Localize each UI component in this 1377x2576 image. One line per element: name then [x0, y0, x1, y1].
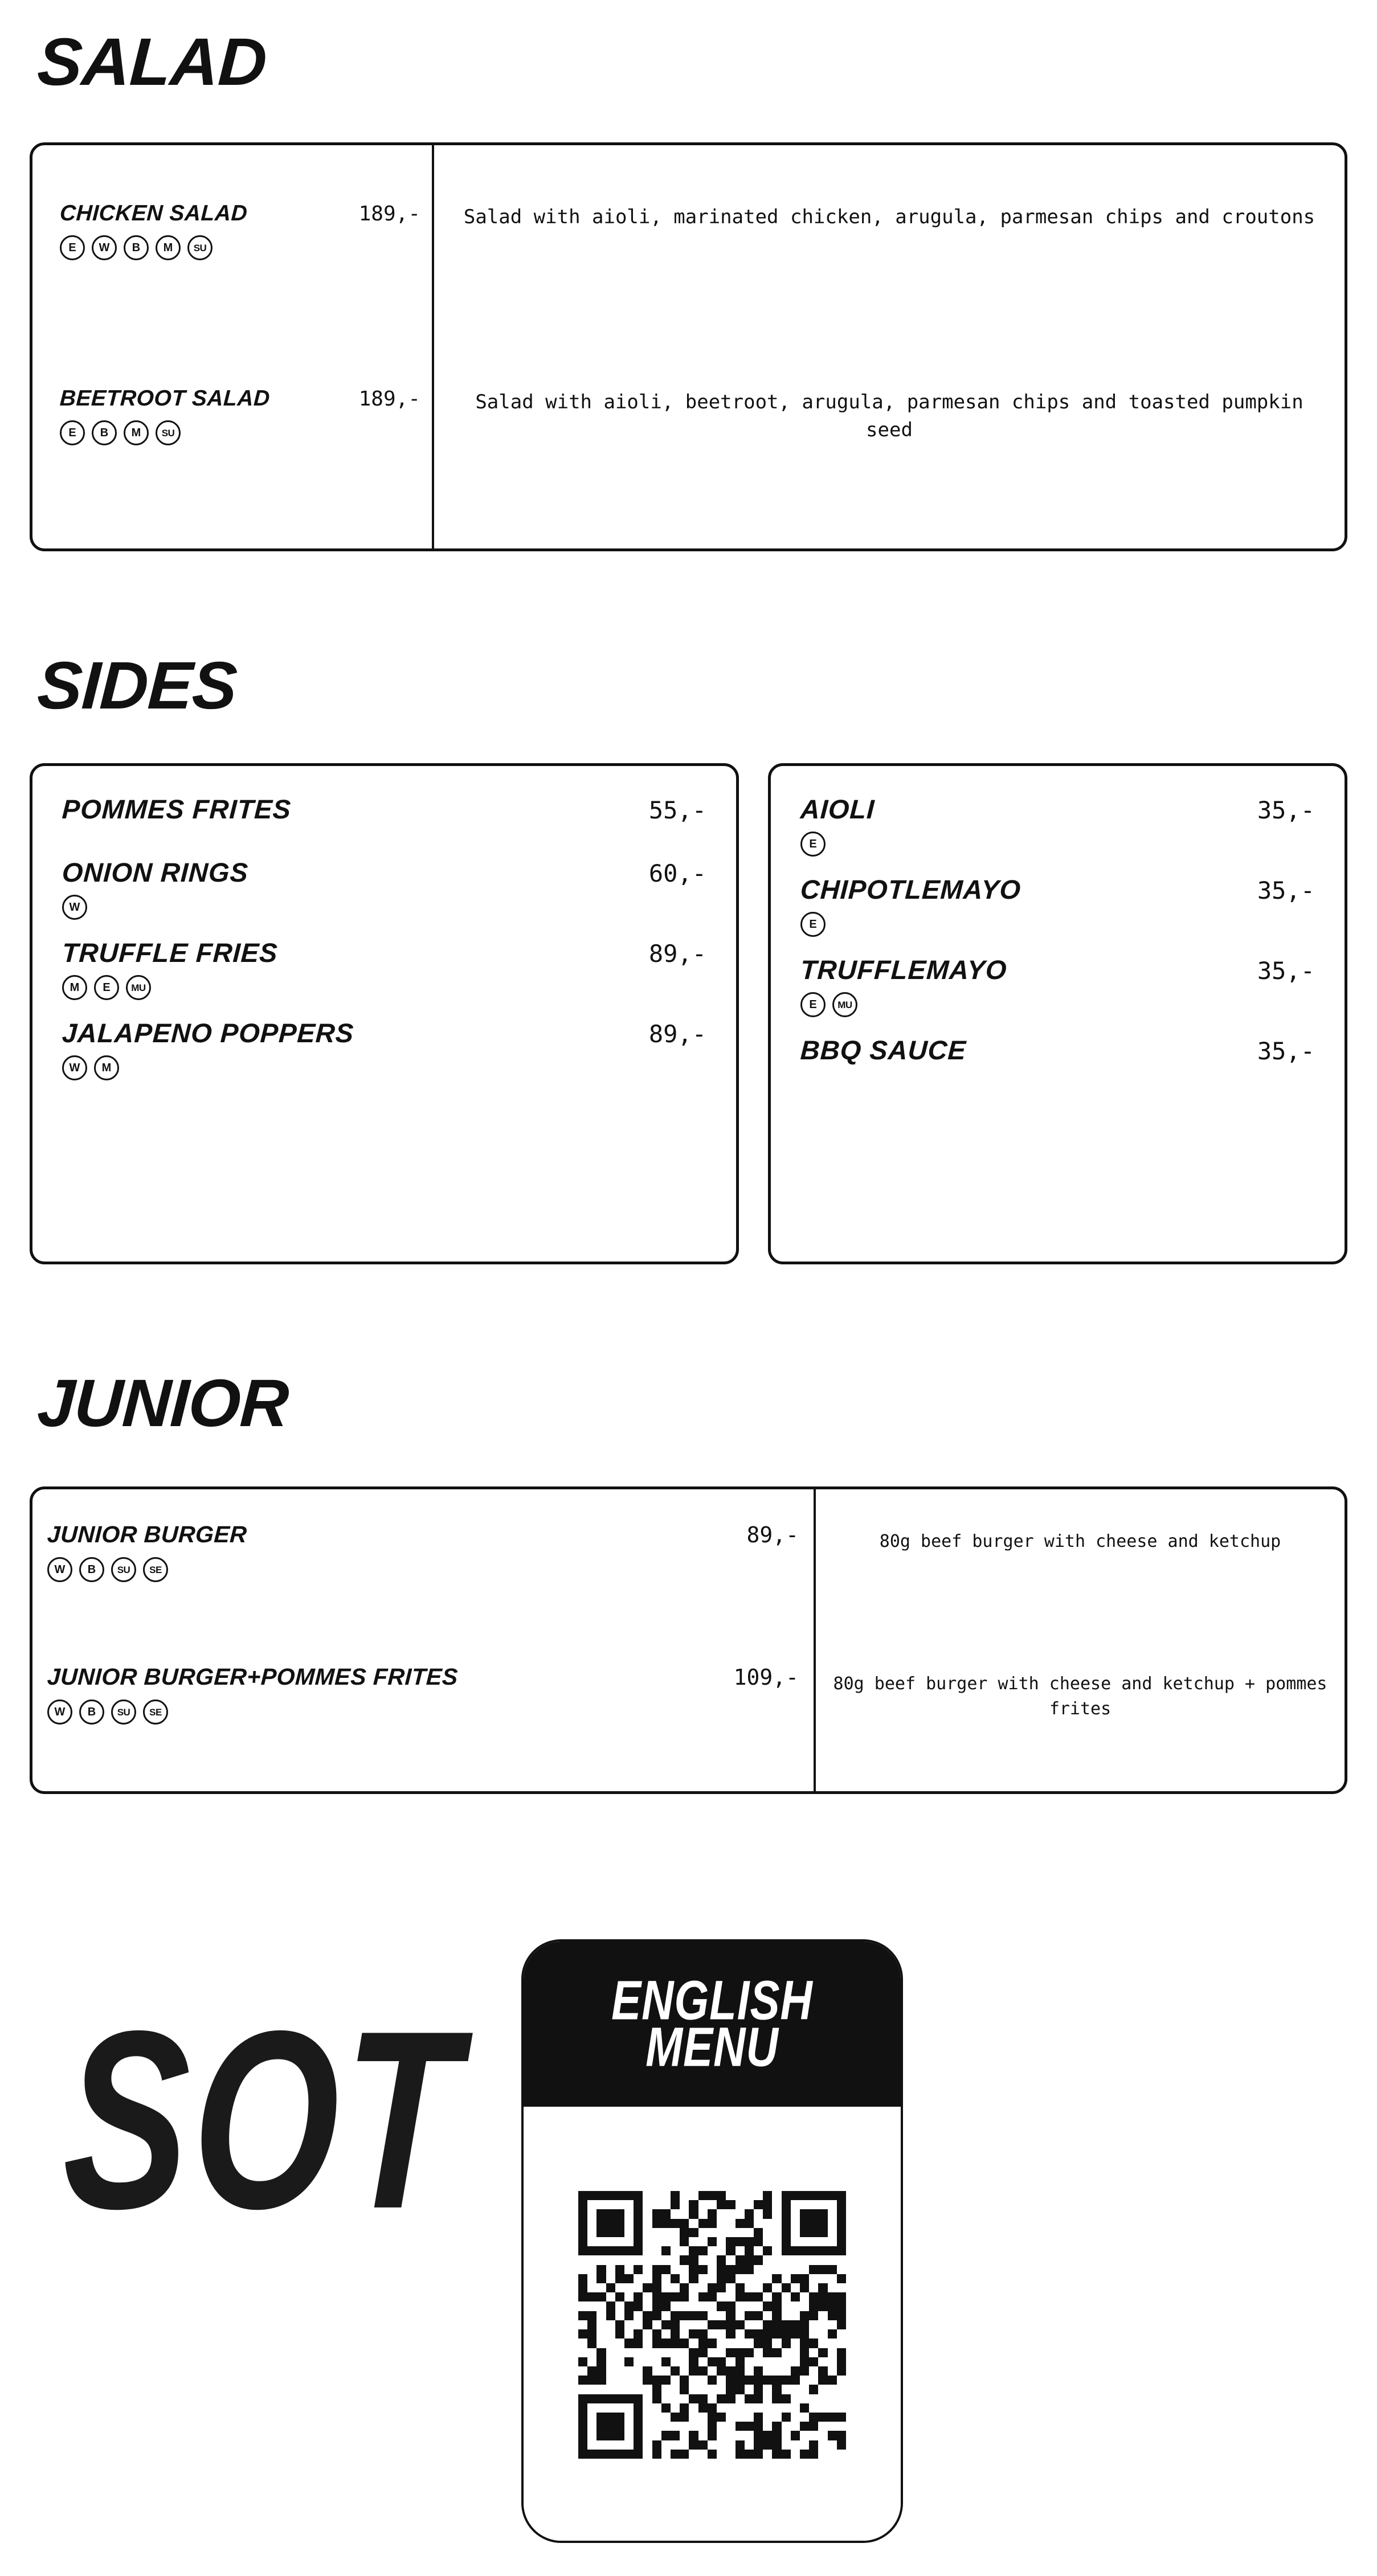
menu-item-description: 80g beef burger with cheese and ketchup + pommes frites	[833, 1674, 1327, 1719]
allergen-list	[62, 895, 706, 920]
menu-item-price: 89,-	[648, 940, 706, 968]
allergen-badge: SU	[111, 1699, 136, 1725]
menu-item-name: AIOLI	[799, 794, 876, 824]
allergen-badge: W	[47, 1557, 72, 1582]
allergen-badge: B	[124, 235, 149, 260]
allergen-badge: MU	[126, 975, 151, 1000]
salad-items-column	[32, 145, 434, 548]
allergen-badge: SU	[187, 235, 213, 260]
allergen-badge: M	[124, 420, 149, 445]
menu-item-aioli[interactable]	[800, 793, 1315, 857]
menu-item-chipotlemayo[interactable]	[800, 874, 1315, 937]
allergen-list	[47, 1557, 799, 1582]
menu-item-header	[62, 937, 706, 968]
allergen-badge: E	[800, 992, 826, 1017]
menu-item-header	[60, 386, 420, 411]
menu-item-name: ONION RINGS	[61, 857, 250, 887]
menu-item-name: POMMES FRITES	[61, 794, 292, 824]
sides-left-card	[30, 763, 739, 1264]
qr-code-icon[interactable]	[578, 2191, 846, 2459]
allergen-badge: E	[800, 912, 826, 937]
junior-items-column	[32, 1489, 816, 1791]
menu-item-price: 89,-	[648, 1020, 706, 1048]
section-title-salad: SALAD	[35, 24, 268, 100]
menu-item-name: JALAPENO POPPERS	[61, 1018, 355, 1048]
allergen-badge: B	[79, 1557, 104, 1582]
allergen-list	[60, 420, 420, 445]
menu-item-description: Salad with aioli, beetroot, arugula, parmesan chips and toasted pumpkin seed	[475, 391, 1304, 442]
allergen-badge: SE	[143, 1557, 168, 1582]
allergen-badge: W	[62, 895, 87, 920]
allergen-list	[62, 975, 706, 1000]
menu-item-name: BBQ SAUCE	[799, 1035, 967, 1065]
menu-item-header	[800, 793, 1315, 825]
qr-panel-body	[524, 2107, 901, 2543]
menu-item-truffle-fries[interactable]	[62, 937, 706, 1000]
allergen-badge: E	[800, 832, 826, 857]
menu-item-jalapeno-poppers[interactable]	[62, 1017, 706, 1080]
salad-descriptions-column	[434, 145, 1345, 548]
menu-item-header	[62, 857, 706, 888]
allergen-badge: B	[79, 1699, 104, 1725]
allergen-list	[800, 832, 1315, 857]
section-title-sides: SIDES	[35, 648, 239, 723]
menu-item-name: CHICKEN SALAD	[59, 201, 248, 226]
menu-item-header	[62, 793, 706, 825]
allergen-badge: E	[60, 420, 85, 445]
allergen-badge: E	[94, 975, 119, 1000]
allergen-badge: E	[60, 235, 85, 260]
junior-card	[30, 1486, 1347, 1794]
menu-item-pommes-frites[interactable]	[62, 793, 706, 825]
menu-item-price: 35,-	[1257, 957, 1315, 985]
allergen-list	[62, 1055, 706, 1080]
menu-item-name: CHIPOTLEMAYO	[799, 874, 1022, 904]
menu-item-price: 35,-	[1257, 877, 1315, 904]
allergen-badge: B	[92, 420, 117, 445]
allergen-badge: SE	[143, 1699, 168, 1725]
menu-item-price: 89,-	[746, 1522, 799, 1547]
qr-panel-header	[524, 1942, 901, 2107]
allergen-badge: W	[62, 1055, 87, 1080]
menu-item-price: 189,-	[358, 202, 420, 226]
menu-item-name: JUNIOR BURGER+POMMES FRITES	[46, 1664, 459, 1690]
menu-item-header	[47, 1521, 799, 1548]
menu-item-header	[800, 874, 1315, 905]
allergen-badge: SU	[156, 420, 181, 445]
menu-item-header	[47, 1664, 799, 1690]
allergen-badge: MU	[832, 992, 857, 1017]
menu-item-name: JUNIOR BURGER	[46, 1521, 248, 1547]
menu-item-price: 60,-	[648, 859, 706, 887]
menu-item-name: TRUFFLEMAYO	[799, 955, 1008, 985]
menu-item-description: 80g beef burger with cheese and ketchup	[879, 1531, 1281, 1551]
menu-item-description: Salad with aioli, marinated chicken, arugula, parmesan chips and croutons	[463, 206, 1315, 228]
menu-item-header	[62, 1017, 706, 1049]
allergen-badge: SU	[111, 1557, 136, 1582]
menu-item-bbq-sauce[interactable]	[800, 1034, 1315, 1066]
menu-item-price: 55,-	[648, 796, 706, 824]
menu-item-header	[800, 1034, 1315, 1066]
qr-panel[interactable]	[521, 1939, 903, 2543]
menu-item-beetroot-salad[interactable]	[32, 363, 432, 548]
junior-descriptions-column	[816, 1489, 1345, 1791]
menu-item-price: 109,-	[733, 1665, 799, 1690]
salad-card	[30, 142, 1347, 551]
allergen-list	[47, 1699, 799, 1725]
menu-item-header	[60, 201, 420, 226]
menu-item-junior-burger-pommes-frites[interactable]	[47, 1648, 799, 1790]
allergen-badge: M	[156, 235, 181, 260]
allergen-list	[800, 912, 1315, 937]
allergen-list	[60, 235, 420, 260]
section-title-junior: JUNIOR	[35, 1366, 291, 1441]
allergen-badge: M	[62, 975, 87, 1000]
allergen-badge: M	[94, 1055, 119, 1080]
menu-item-header	[800, 954, 1315, 985]
qr-header-line-2: MENU	[645, 2015, 779, 2078]
allergen-badge: W	[47, 1699, 72, 1725]
allergen-badge: W	[92, 235, 117, 260]
menu-item-price: 189,-	[358, 387, 420, 411]
sides-right-card	[768, 763, 1347, 1264]
menu-item-chicken-salad[interactable]	[32, 178, 432, 363]
menu-item-price: 35,-	[1257, 796, 1315, 824]
qr-header-line-1: ENGLISH	[611, 1968, 813, 2032]
menu-item-onion-rings[interactable]	[62, 857, 706, 920]
allergen-list	[800, 992, 1315, 1017]
menu-item-name: TRUFFLE FRIES	[61, 937, 279, 968]
menu-item-trufflemayo[interactable]	[800, 954, 1315, 1017]
brand-logo: SOT	[60, 1977, 465, 2262]
menu-item-junior-burger[interactable]	[47, 1505, 799, 1648]
menu-item-price: 35,-	[1257, 1037, 1315, 1065]
menu-item-name: BEETROOT SALAD	[59, 386, 271, 411]
